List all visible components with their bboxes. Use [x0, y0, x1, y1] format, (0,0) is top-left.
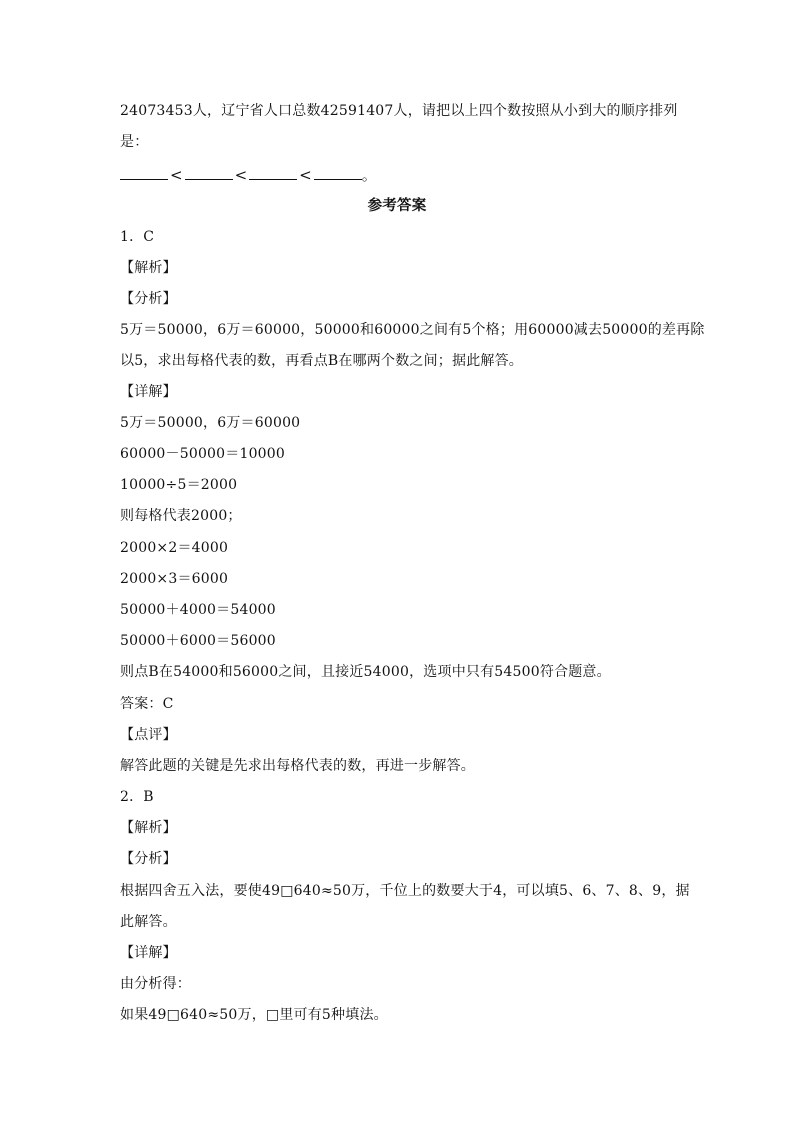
q1-comment-tag: 【点评】: [120, 727, 177, 743]
q1-detail-1: 5万＝50000，6万＝60000: [120, 415, 301, 431]
q1-analysis-tag: 【解析】: [120, 260, 177, 276]
q1-fenxi-tag: 【分析】: [120, 291, 177, 307]
less-than-sign: <: [234, 166, 248, 184]
ordering-blanks: [120, 165, 377, 185]
q1-number: 1．C: [120, 229, 155, 245]
q1-answer: 答案：C: [120, 696, 174, 712]
q1-detail-8: 50000＋6000＝56000: [120, 633, 276, 649]
q2-fenxi-line-1: 根据四舍五入法，要使49□640≈50万，千位上的数要大于4，可以填5、6、7、8、9，据: [120, 883, 690, 899]
q1-fenxi-line-2: 以5，求出每格代表的数，再看点B在哪两个数之间；据此解答。: [120, 353, 523, 369]
q2-fenxi-tag: 【分析】: [120, 851, 177, 867]
less-than-sign: <: [299, 166, 312, 184]
q1-detail-3: 10000÷5＝2000: [120, 477, 238, 493]
q1-detail-tag: 【详解】: [120, 384, 177, 400]
q2-number: 2．B: [120, 789, 154, 805]
q1-detail-9: 则点B在54000和56000之间，且接近54000，选项中只有54500符合题意。: [120, 664, 611, 680]
blank-2[interactable]: [185, 165, 233, 180]
blank-4[interactable]: [314, 165, 362, 180]
q1-detail-4: 则每格代表2000；: [120, 508, 242, 524]
q1-detail-2: 60000－50000＝10000: [120, 446, 286, 462]
blank-1[interactable]: [120, 165, 168, 180]
answers-title: 参考答案: [367, 197, 427, 214]
q1-detail-7: 50000＋4000＝54000: [120, 602, 276, 618]
q2-detail-2: 如果49□640≈50万，□里可有5种填法。: [120, 1007, 388, 1023]
intro-line-2: 是：: [120, 134, 149, 150]
q2-analysis-tag: 【解析】: [120, 820, 177, 836]
q1-detail-6: 2000×3＝6000: [120, 571, 229, 587]
q1-detail-5: 2000×2＝4000: [120, 540, 229, 556]
q1-comment: 解答此题的关键是先求出每格代表的数，再进一步解答。: [120, 758, 475, 774]
blank-3[interactable]: [249, 165, 297, 180]
less-than-sign: <: [170, 166, 183, 184]
q2-fenxi-line-2: 此解答。: [120, 914, 177, 930]
q2-detail-tag: 【详解】: [120, 945, 177, 961]
q2-detail-1: 由分析得：: [120, 976, 191, 992]
q1-fenxi-line-1: 5万＝50000，6万＝60000，50000和60000之间有5个格；用60000减去50000的差再除: [120, 322, 705, 338]
intro-line-1: 24073453人，辽宁省人口总数42591407人，请把以上四个数按照从小到大的顺序排列: [120, 103, 678, 119]
end-mark: 。: [361, 166, 377, 184]
